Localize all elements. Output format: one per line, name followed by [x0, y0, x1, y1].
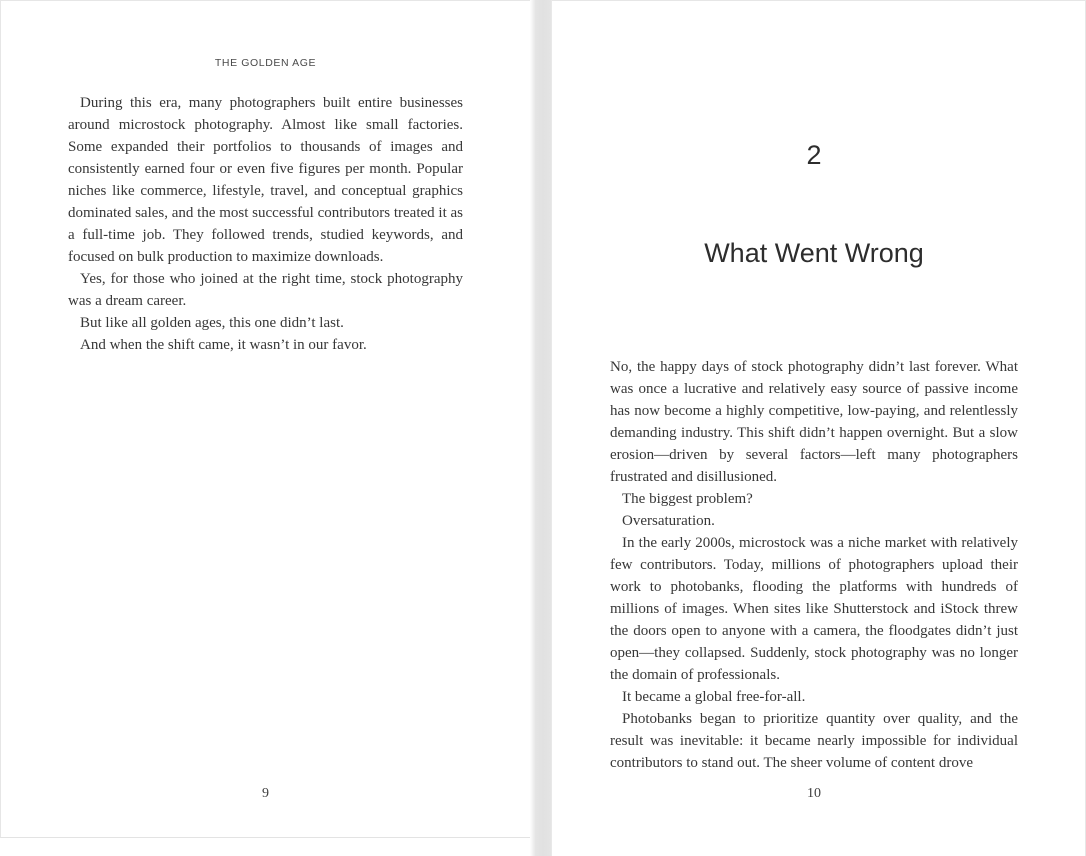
body-paragraph: Oversaturation.: [622, 513, 715, 529]
chapter-title: What Went Wrong: [704, 238, 924, 268]
body-paragraph: And when the shift came, it wasn’t in our favor.: [80, 337, 367, 353]
body-paragraph: But like all golden ages, this one didn’t last.: [80, 315, 344, 331]
body-paragraph: It became a global free-for-all.: [622, 689, 806, 705]
chapter-number: 2: [806, 140, 822, 170]
right-page-number: 10: [807, 786, 821, 801]
right-page-body: [610, 356, 1018, 774]
right-page: [552, 0, 1086, 856]
body-paragraph: Photobanks began to prioritize quantity over quality, and the result was inevitable: it became nearly impossible for individual contributors to stand out. The sheer volume of content drove: [610, 711, 1018, 771]
body-paragraph: No, the happy days of stock photography didn’t last forever. What was once a lucrative and relatively easy source of passive income has now become a highly competitive, low-paying, and relentlessly demanding industry. This shift didn’t happen overnight. But a slow erosion—driven by several factors—left many photographers frustrated and disillusioned.: [610, 359, 1018, 485]
left-page: [0, 0, 534, 838]
body-paragraph: Yes, for those who joined at the right time, stock photography was a dream career.: [68, 271, 463, 309]
left-page-number: 9: [262, 786, 269, 801]
body-paragraph: During this era, many photographers built entire businesses around microstock photography. Almost like small factories. Some expanded their portfolios to thousands of images and consistently earned four or even five figures per month. Popular niches like commerce, lifestyle, travel, and conceptual graphics dominated sales, and the most successful contributors treated it as a full-time job. They followed trends, studied keywords, and focused on bulk production to maximize downloads.: [68, 95, 463, 265]
body-paragraph: In the early 2000s, microstock was a niche market with relatively few contributors. Today, millions of photographers upload their work to photobanks, flooding the platforms with hundreds of millions of images. When sites like Shutterstock and iStock threw the doors open to anyone with a camera, the floodgates didn’t just open—they collapsed. Suddenly, stock photography was no longer the domain of professionals.: [610, 535, 1018, 683]
left-page-body: [68, 92, 463, 356]
running-header: THE GOLDEN AGE: [214, 57, 317, 69]
body-paragraph: The biggest problem?: [622, 491, 753, 507]
